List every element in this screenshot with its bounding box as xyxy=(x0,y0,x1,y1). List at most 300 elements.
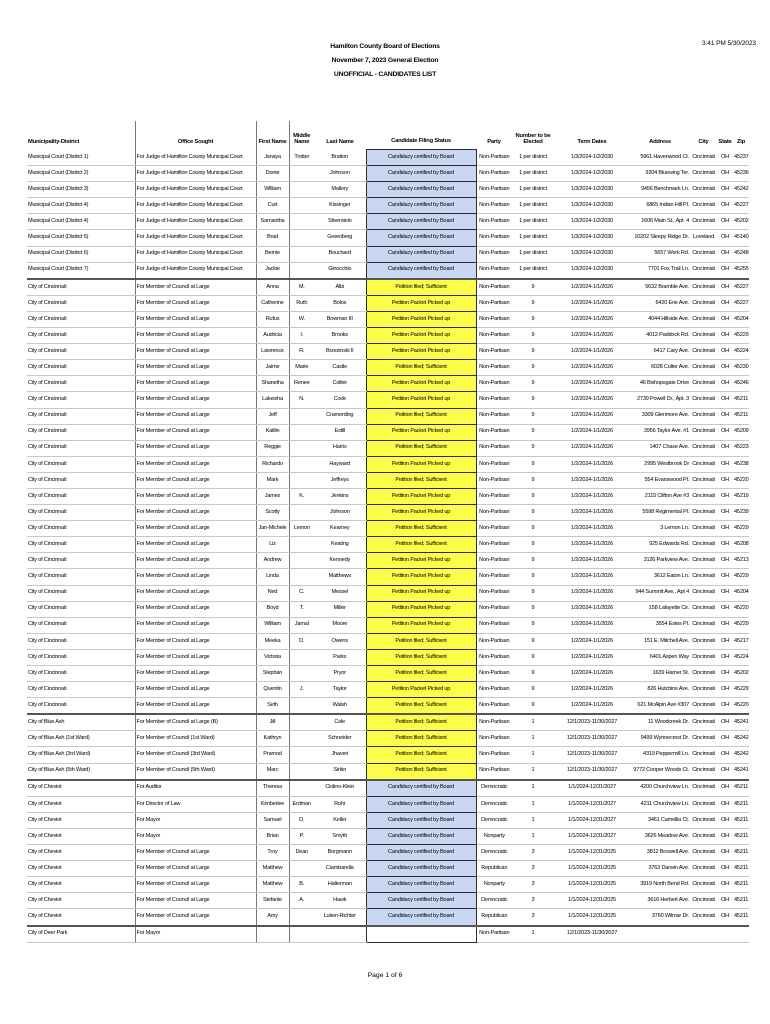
cell-term: 1/2/2024-1/1/2026 xyxy=(554,682,630,698)
cell-city: Cincinnati xyxy=(690,845,717,861)
cell-party: Non-Partisan xyxy=(476,666,512,682)
cell-office: For Member of Council at Large xyxy=(135,845,256,861)
cell-address: 4211 Churchview Ln. xyxy=(630,796,690,812)
cell-city: Cincinnati xyxy=(690,456,717,472)
cell-first-name: Richardo xyxy=(256,456,289,472)
cell-zip: 45204 xyxy=(733,311,749,327)
cell-elected: 1 xyxy=(512,926,554,943)
cell-office: For Member of Council at Large xyxy=(135,682,256,698)
report-subtitle: UNOFFICIAL - CANDIDATES LIST xyxy=(333,71,437,78)
cell-state: OH xyxy=(717,537,733,553)
cell-district: City of Cincinnati xyxy=(27,344,135,360)
cell-zip: 45211 xyxy=(733,877,749,893)
cell-middle-name: A. xyxy=(289,893,314,909)
cell-office: For Member of Council at Large xyxy=(135,633,256,649)
cell-elected: 1 xyxy=(512,828,554,844)
cell-city: Cincinnati xyxy=(690,828,717,844)
cell-address: 2115 Clifton Ave #3 xyxy=(630,488,690,504)
cell-first-name: Curt xyxy=(256,198,289,214)
cell-first-name xyxy=(256,926,289,943)
cell-zip: 45229 xyxy=(733,682,749,698)
cell-last-name: Albi xyxy=(314,279,366,296)
report-header xyxy=(0,40,770,82)
cell-address: 1639 Hamer St. xyxy=(630,666,690,682)
cell-party: Democratic xyxy=(476,780,512,797)
cell-address: 554 Evanswood Pl. xyxy=(630,472,690,488)
cell-state: OH xyxy=(717,909,733,926)
cell-term: 1/1/2024-12/31/2027 xyxy=(554,812,630,828)
cell-last-name: Cole xyxy=(314,714,366,731)
cell-elected: 9 xyxy=(512,456,554,472)
cell-first-name: Theresa xyxy=(256,780,289,797)
cell-middle-name xyxy=(289,456,314,472)
cell-office: For Member of Council (5th Ward) xyxy=(135,763,256,780)
cell-middle-name: I. xyxy=(289,328,314,344)
cell-zip: 45211 xyxy=(733,780,749,797)
cell-last-name: Halterman xyxy=(314,877,366,893)
cell-address: 3812 Boswell Ave. xyxy=(630,845,690,861)
cell-district: City of Cincinnati xyxy=(27,440,135,456)
cell-term: 1/2/2024-1/1/2026 xyxy=(554,617,630,633)
cell-middle-name xyxy=(289,214,314,230)
cell-status: Petition filed; Sufficient xyxy=(366,747,476,763)
cell-party: Non-Partisan xyxy=(476,376,512,392)
cell-zip: 45220 xyxy=(733,601,749,617)
cell-term: 1/3/2024-1/2/2030 xyxy=(554,230,630,246)
table-body xyxy=(27,150,749,943)
cell-term: 1/1/2024-12/31/2025 xyxy=(554,909,630,926)
cell-first-name: Stefanie xyxy=(256,893,289,909)
cell-party: Non-Partisan xyxy=(476,279,512,296)
cell-state: OH xyxy=(717,649,733,665)
cell-state: OH xyxy=(717,780,733,797)
cell-zip: 45242 xyxy=(733,182,749,198)
cell-elected: 1 per district xyxy=(512,214,554,230)
cell-city: Cincinnati xyxy=(690,246,717,262)
cell-middle-name xyxy=(289,505,314,521)
cell-state: OH xyxy=(717,845,733,861)
cell-elected: 9 xyxy=(512,311,554,327)
cell-address: 5598 Regimental Pl. xyxy=(630,505,690,521)
cell-term: 1/2/2024-1/1/2026 xyxy=(554,505,630,521)
cell-elected: 9 xyxy=(512,633,554,649)
cell-middle-name xyxy=(289,230,314,246)
cell-middle-name xyxy=(289,182,314,198)
cell-office: For Member of Council at Large (B) xyxy=(135,714,256,731)
cell-city xyxy=(690,926,717,943)
cell-elected: 9 xyxy=(512,472,554,488)
cell-status: Petition filed; Sufficient xyxy=(366,279,476,296)
cell-term: 1/1/2024-12/31/2025 xyxy=(554,877,630,893)
cell-city: Cincinnati xyxy=(690,796,717,812)
cell-state: OH xyxy=(717,812,733,828)
cell-first-name: Andrew xyxy=(256,553,289,569)
cell-party: Non-Partisan xyxy=(476,328,512,344)
cell-middle-name: Erdman xyxy=(289,796,314,812)
cell-term: 1/2/2024-1/1/2026 xyxy=(554,392,630,408)
cell-first-name: Jan-Michele xyxy=(256,521,289,537)
cell-last-name: Harris xyxy=(314,440,366,456)
cell-city: Cincinnati xyxy=(690,780,717,797)
cell-status: Petition Packet Picked up xyxy=(366,392,476,408)
table-row xyxy=(27,198,749,214)
cell-last-name: Greenberg xyxy=(314,230,366,246)
col-header-term: Term Dates xyxy=(577,138,607,145)
cell-city: Cincinnati xyxy=(690,521,717,537)
cell-zip: 45229 xyxy=(733,569,749,585)
cell-city: Cincinnati xyxy=(690,440,717,456)
report-election: November 7, 2023 General Election xyxy=(331,57,439,64)
cell-last-name: Smyth xyxy=(314,828,366,844)
cell-first-name: Brad xyxy=(256,230,289,246)
cell-zip: 45242 xyxy=(733,747,749,763)
cell-district: City of Cincinnati xyxy=(27,682,135,698)
cell-address: 4012 Paddock Rd. xyxy=(630,328,690,344)
cell-district: City of Blue Ash (5th Ward) xyxy=(27,763,135,780)
cell-address: 6417 Cary Ave. xyxy=(630,344,690,360)
cell-first-name: Rufus xyxy=(256,311,289,327)
table-row xyxy=(27,182,749,198)
cell-term: 1/3/2024-1/2/2030 xyxy=(554,150,630,166)
cell-elected: 9 xyxy=(512,344,554,360)
cell-first-name: Pramod xyxy=(256,747,289,763)
cell-elected: 9 xyxy=(512,295,554,311)
cell-first-name: Victoria xyxy=(256,649,289,665)
cell-office: For Judge of Hamilton County Municipal Court xyxy=(135,246,256,262)
cell-office: For Member of Council at Large xyxy=(135,360,256,376)
cell-office: For Member of Council at Large xyxy=(135,893,256,909)
cell-district: City of Cincinnati xyxy=(27,585,135,601)
cell-elected: 1 xyxy=(512,731,554,747)
cell-first-name: Boyd xyxy=(256,601,289,617)
cell-party: Non-Partisan xyxy=(476,763,512,780)
cell-state: OH xyxy=(717,747,733,763)
cell-state: OH xyxy=(717,861,733,877)
cell-state: OH xyxy=(717,828,733,844)
cell-status: Petition Packet Picked up xyxy=(366,505,476,521)
cell-first-name: Catherine xyxy=(256,295,289,311)
cell-party: Non-Partisan xyxy=(476,553,512,569)
cell-elected: 1 per district xyxy=(512,150,554,166)
cell-last-name: Schneider xyxy=(314,731,366,747)
table-row xyxy=(27,424,749,440)
cell-middle-name: W. xyxy=(289,311,314,327)
cell-term: 1/1/2024-12/31/2027 xyxy=(554,780,630,797)
cell-office: For Member of Council at Large xyxy=(135,698,256,715)
cell-address: 5657 Werk Rd. xyxy=(630,246,690,262)
cell-zip: 45241 xyxy=(733,714,749,731)
cell-status: Petition filed; Sufficient xyxy=(366,633,476,649)
table-row xyxy=(27,569,749,585)
cell-status: Candidacy certified by Board xyxy=(366,877,476,893)
cell-office: For Member of Council at Large xyxy=(135,344,256,360)
cell-first-name: Shanetha xyxy=(256,376,289,392)
cell-office: For Member of Council at Large xyxy=(135,424,256,440)
cell-city: Cincinnati xyxy=(690,150,717,166)
cell-term: 12/1/2023-11/30/2027 xyxy=(554,926,630,943)
table-row xyxy=(27,861,749,877)
cell-middle-name: Renee xyxy=(289,376,314,392)
cell-state: OH xyxy=(717,877,733,893)
cell-zip: 45239 xyxy=(733,505,749,521)
cell-city: Cincinnati xyxy=(690,698,717,715)
cell-office: For Judge of Hamilton County Municipal Court xyxy=(135,262,256,279)
cell-address: 925 Edwards Rd. xyxy=(630,537,690,553)
cell-city: Cincinnati xyxy=(690,714,717,731)
cell-last-name: Keller xyxy=(314,812,366,828)
cell-party: Democratic xyxy=(476,845,512,861)
cell-last-name: Parks xyxy=(314,649,366,665)
table-row xyxy=(27,714,749,731)
cell-address: 3461 Camellia Ct. xyxy=(630,812,690,828)
table-row xyxy=(27,311,749,327)
cell-first-name: Samantha xyxy=(256,214,289,230)
cell-address: 7701 Fox Trail Ln. xyxy=(630,262,690,279)
report-title: Hamilton County Board of Elections xyxy=(330,43,440,50)
cell-city: Cincinnati xyxy=(690,262,717,279)
cell-zip: 45229 xyxy=(733,617,749,633)
table-row xyxy=(27,150,749,166)
cell-middle-name: P. xyxy=(289,828,314,844)
cell-party: Non-Partisan xyxy=(476,537,512,553)
cell-city: Cincinnati xyxy=(690,360,717,376)
col-header-elected: Number to be Elected xyxy=(515,132,551,145)
cell-party: Republican xyxy=(476,909,512,926)
cell-office: For Auditor xyxy=(135,780,256,797)
cell-status: Candidacy certified by Board xyxy=(366,893,476,909)
cell-address: 151 E. Mitchell Ave. xyxy=(630,633,690,649)
table-row xyxy=(27,731,749,747)
cell-office: For Judge of Hamilton County Municipal Court xyxy=(135,214,256,230)
cell-elected: 1 per district xyxy=(512,262,554,279)
cell-party: Non-Partisan xyxy=(476,649,512,665)
cell-last-name: Kearney xyxy=(314,521,366,537)
cell-last-name: Hayward xyxy=(314,456,366,472)
cell-status: Petition Packet Picked up xyxy=(366,488,476,504)
page-number: Page 1 of 6 xyxy=(367,972,403,979)
cell-last-name: Johnson xyxy=(314,166,366,182)
cell-status: Petition Packet Picked up xyxy=(366,553,476,569)
cell-zip: 45229 xyxy=(733,521,749,537)
cell-state: OH xyxy=(717,166,733,182)
cell-last-name: Rohr xyxy=(314,796,366,812)
cell-party: Nonparty xyxy=(476,877,512,893)
cell-city: Cincinnati xyxy=(690,376,717,392)
cell-middle-name: Ruth xyxy=(289,295,314,311)
table-row xyxy=(27,553,749,569)
cell-middle-name xyxy=(289,166,314,182)
col-header-city: City xyxy=(698,138,709,145)
cell-last-name: Hawk xyxy=(314,893,366,909)
cell-last-name: Moore xyxy=(314,617,366,633)
cell-district: City of Cheviot xyxy=(27,909,135,926)
cell-middle-name xyxy=(289,553,314,569)
cell-status: Petition filed; Sufficient xyxy=(366,537,476,553)
col-header-office: Office Sought xyxy=(135,121,256,150)
col-header-district: Municipality-District xyxy=(28,138,80,145)
cell-term: 1/2/2024-1/1/2026 xyxy=(554,569,630,585)
cell-party: Non-Partisan xyxy=(476,747,512,763)
cell-zip: 45242 xyxy=(733,731,749,747)
cell-elected: 1 xyxy=(512,812,554,828)
cell-office: For Member of Council (1st Ward) xyxy=(135,731,256,747)
cell-address: 4319 Peppermill Ln. xyxy=(630,747,690,763)
cell-middle-name: J. xyxy=(289,682,314,698)
cell-last-name: Mallory xyxy=(314,182,366,198)
cell-first-name: Ned xyxy=(256,585,289,601)
cell-term: 1/2/2024-1/1/2026 xyxy=(554,440,630,456)
cell-last-name: Castle xyxy=(314,360,366,376)
cell-first-name: Reggie xyxy=(256,440,289,456)
cell-district: City of Cheviot xyxy=(27,812,135,828)
cell-party: Democratic xyxy=(476,796,512,812)
cell-office: For Mayor xyxy=(135,828,256,844)
cell-term: 1/2/2024-1/1/2026 xyxy=(554,488,630,504)
cell-party: Non-Partisan xyxy=(476,230,512,246)
cell-status: Petition Packet Picked up xyxy=(366,376,476,392)
cell-state: OH xyxy=(717,182,733,198)
cell-zip: 45246 xyxy=(733,376,749,392)
cell-status: Candidacy certified by Board xyxy=(366,198,476,214)
cell-middle-name: T. xyxy=(289,601,314,617)
cell-party: Democratic xyxy=(476,893,512,909)
cell-city: Cincinnati xyxy=(690,585,717,601)
cell-district: City of Cincinnati xyxy=(27,537,135,553)
cell-term: 1/2/2024-1/1/2026 xyxy=(554,553,630,569)
cell-term: 1/2/2024-1/1/2026 xyxy=(554,601,630,617)
cell-first-name: James xyxy=(256,488,289,504)
cell-last-name: Walsh xyxy=(314,698,366,715)
cell-address: 3626 Meadow Ave. xyxy=(630,828,690,844)
cell-city: Cincinnati xyxy=(690,295,717,311)
cell-state: OH xyxy=(717,505,733,521)
cell-state: OH xyxy=(717,617,733,633)
candidates-table xyxy=(27,121,749,943)
cell-first-name: Scotty xyxy=(256,505,289,521)
cell-party: Non-Partisan xyxy=(476,601,512,617)
cell-elected: 1 xyxy=(512,780,554,797)
cell-district: City of Cheviot xyxy=(27,780,135,797)
table-row xyxy=(27,295,749,311)
cell-city: Cincinnati xyxy=(690,537,717,553)
cell-office: For Member of Council at Large xyxy=(135,601,256,617)
cell-office: For Member of Council at Large xyxy=(135,376,256,392)
cell-district: City of Cheviot xyxy=(27,861,135,877)
cell-state: OH xyxy=(717,408,733,424)
cell-zip: 45224 xyxy=(733,649,749,665)
cell-elected: 1 per district xyxy=(512,166,554,182)
cell-term: 1/2/2024-1/1/2026 xyxy=(554,424,630,440)
cell-zip: 45241 xyxy=(733,763,749,780)
cell-middle-name xyxy=(289,198,314,214)
cell-address: 9456 Benchmark Ln. xyxy=(630,182,690,198)
cell-party: Non-Partisan xyxy=(476,344,512,360)
cell-district: City of Cincinnati xyxy=(27,617,135,633)
cell-district: Municipal Court (District 6) xyxy=(27,246,135,262)
table-row xyxy=(27,585,749,601)
cell-first-name: Anna xyxy=(256,279,289,296)
table-row xyxy=(27,440,749,456)
cell-status: Petition filed; Sufficient xyxy=(366,714,476,731)
cell-district: City of Cincinnati xyxy=(27,569,135,585)
cell-term: 1/2/2024-1/1/2026 xyxy=(554,311,630,327)
cell-status: Petition Packet Picked up xyxy=(366,295,476,311)
cell-last-name: Ciolino-Klein xyxy=(314,780,366,797)
cell-district: City of Cincinnati xyxy=(27,488,135,504)
cell-state: OH xyxy=(717,682,733,698)
cell-first-name: Audricia xyxy=(256,328,289,344)
cell-address: 621 McAlpin Ave #307 xyxy=(630,698,690,715)
cell-party: Non-Partisan xyxy=(476,585,512,601)
cell-first-name: Liz xyxy=(256,537,289,553)
cell-district: City of Cincinnati xyxy=(27,666,135,682)
cell-elected: 9 xyxy=(512,505,554,521)
cell-state: OH xyxy=(717,796,733,812)
cell-party: Non-Partisan xyxy=(476,424,512,440)
report-timestamp: 3:41 PM 5/30/2023 xyxy=(701,40,756,47)
cell-first-name: Janaya xyxy=(256,150,289,166)
cell-elected: 9 xyxy=(512,279,554,296)
cell-district: City of Blue Ash (3rd Ward) xyxy=(27,747,135,763)
cell-address: 6401 Aspen Way xyxy=(630,649,690,665)
cell-status: Petition Packet Picked up xyxy=(366,617,476,633)
cell-office: For Mayor xyxy=(135,926,256,943)
table-row xyxy=(27,796,749,812)
cell-status: Candidacy certified by Board xyxy=(366,166,476,182)
cell-middle-name xyxy=(289,440,314,456)
cell-last-name: Collier xyxy=(314,376,366,392)
cell-address: 5961 Havenwood Ct. xyxy=(630,150,690,166)
cell-address: 3763 Darwin Ave. xyxy=(630,861,690,877)
cell-zip: 45255 xyxy=(733,262,749,279)
cell-party: Non-Partisan xyxy=(476,926,512,943)
cell-state: OH xyxy=(717,279,733,296)
cell-status: Petition Packet Picked up xyxy=(366,311,476,327)
cell-zip: 45202 xyxy=(733,214,749,230)
table-row xyxy=(27,666,749,682)
cell-zip xyxy=(733,926,749,943)
cell-state: OH xyxy=(717,230,733,246)
cell-middle-name: Lemon xyxy=(289,521,314,537)
cell-district: City of Cheviot xyxy=(27,877,135,893)
cell-office: For Member of Council at Large xyxy=(135,456,256,472)
cell-district: City of Cincinnati xyxy=(27,553,135,569)
cell-party: Non-Partisan xyxy=(476,488,512,504)
cell-city: Cincinnati xyxy=(690,328,717,344)
cell-state: OH xyxy=(717,360,733,376)
cell-state: OH xyxy=(717,731,733,747)
cell-first-name: Lawrence xyxy=(256,344,289,360)
cell-status: Candidacy certified by Board xyxy=(366,909,476,926)
table-row xyxy=(27,392,749,408)
cell-state xyxy=(717,926,733,943)
cell-district: City of Cheviot xyxy=(27,893,135,909)
cell-last-name: Messel xyxy=(314,585,366,601)
table-row xyxy=(27,909,749,926)
cell-address: 3612 Eaton Ln. xyxy=(630,569,690,585)
cell-elected: 9 xyxy=(512,682,554,698)
cell-state: OH xyxy=(717,328,733,344)
cell-middle-name: Jamal xyxy=(289,617,314,633)
cell-first-name: Troy xyxy=(256,845,289,861)
cell-first-name: Bernie xyxy=(256,246,289,262)
cell-district: City of Cincinnati xyxy=(27,649,135,665)
cell-party: Non-Partisan xyxy=(476,472,512,488)
cell-first-name: Jill xyxy=(256,714,289,731)
cell-address: 9772 Cooper Woods Ct. xyxy=(630,763,690,780)
cell-city: Cincinnati xyxy=(690,812,717,828)
cell-middle-name xyxy=(289,698,314,715)
